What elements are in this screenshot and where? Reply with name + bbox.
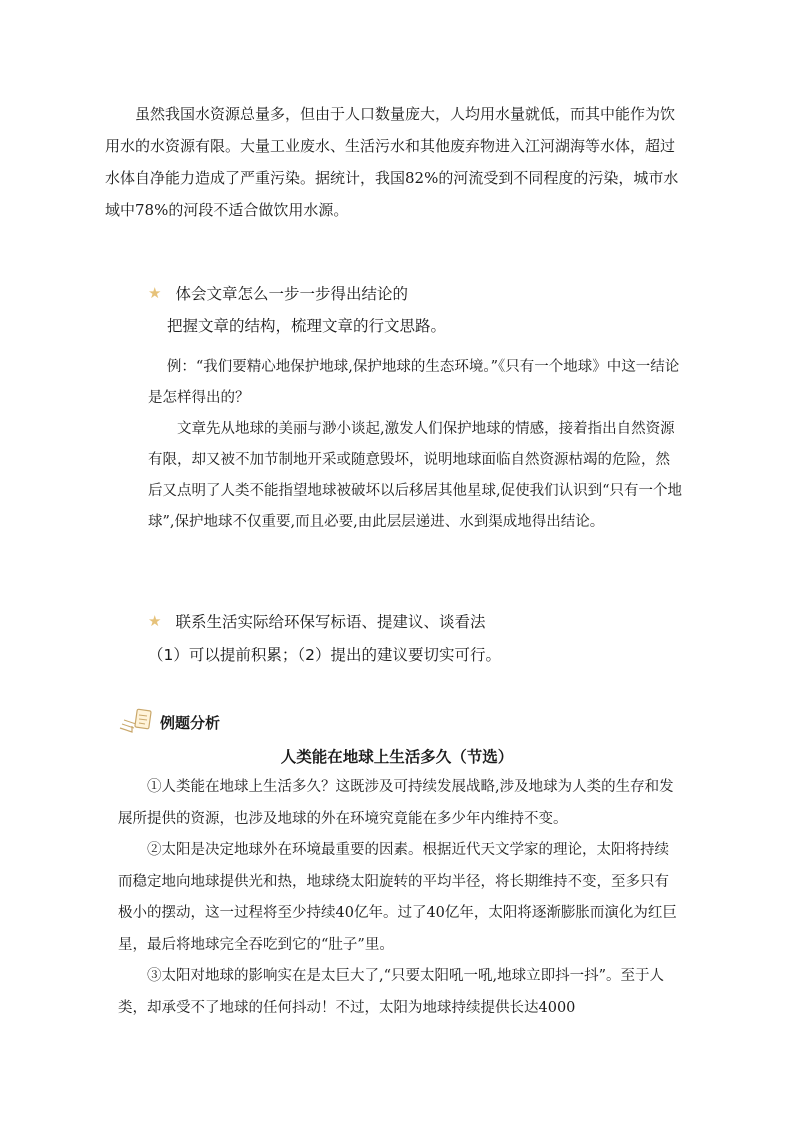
notebook-pencil-icon <box>118 706 154 738</box>
star-icon: ★ <box>148 284 162 302</box>
section-subheading-1: 把握文章的结构，梳理文章的行文思路。 <box>167 317 447 335</box>
article-body <box>118 772 678 1024</box>
article-paragraph-3: ③太阳对地球的影响实在是太巨大了,“只要太阳吼一吼,地球立即抖一抖”。至于人类，却承受不了地球的任何抖动！不过，太阳为地球持续提供长达4000 <box>118 968 665 1016</box>
example-question: 例：“我们要精心地保护地球,保护地球的生态环境。”《只有一个地球》中这一结论是怎样得出的？ <box>148 359 680 406</box>
section-heading-2-text: 联系生活实际给环保写标语、提建议、谈看法 <box>175 613 486 631</box>
example-block <box>148 352 683 538</box>
star-icon: ★ <box>148 612 162 630</box>
intro-paragraph <box>105 98 685 226</box>
analysis-label: 例题分析 <box>160 713 221 732</box>
article-paragraph-1: ①人类能在地球上生活多久？这既涉及可持续发展战略,涉及地球为人类的生存和发展所提供的资源，也涉及地球的外在环境究竟能在多少年内维持不变。 <box>118 779 674 827</box>
section-heading-1 <box>148 282 408 304</box>
section-heading-1-text: 体会文章怎么一步一步得出结论的 <box>175 285 408 303</box>
analysis-header <box>118 706 220 738</box>
section-note-2: （1）可以提前积累；（2）提出的建议要切实可行。 <box>148 646 501 664</box>
section-heading-2 <box>148 610 485 632</box>
example-answer: 文章先从地球的美丽与渺小谈起,激发人们保护地球的情感，接着指出自然资源有限，却又被不加节制地开采或随意毁坏，说明地球面临自然资源枯竭的危险，然后又点明了人类不能指望地球被破坏以后移居其他星球,促使我们认识到“只有一个地球”,保护地球不仅重要,而且必要,由此层层递进、水到渠成地得出结论。 <box>148 421 683 530</box>
article-paragraph-2: ②太阳是决定地球外在环境最重要的因素。根据近代天文学家的理论，太阳将持续而稳定地向地球提供光和热，地球绕太阳旋转的平均半径，将长期维持不变，至多只有极小的摆动，这一过程将至少持续40亿年。过了40亿年，太阳将逐渐膨胀而演化为红巨星，最后将地球完全吞吃到它的“肚子”里。 <box>118 842 677 953</box>
article-title: 人类能在地球上生活多久（节选） <box>280 748 514 766</box>
intro-text: 虽然我国水资源总量多，但由于人口数量庞大，人均用水量就低，而其中能作为饮用水的水资源有限。大量工业废水、生活污水和其他废弃物进入江河湖海等水体，超过水体自净能力造成了严重污染。据统计，我国82%的河流受到不同程度的污染，城市水域中78%的河段不适合做饮用水源。 <box>105 105 679 219</box>
